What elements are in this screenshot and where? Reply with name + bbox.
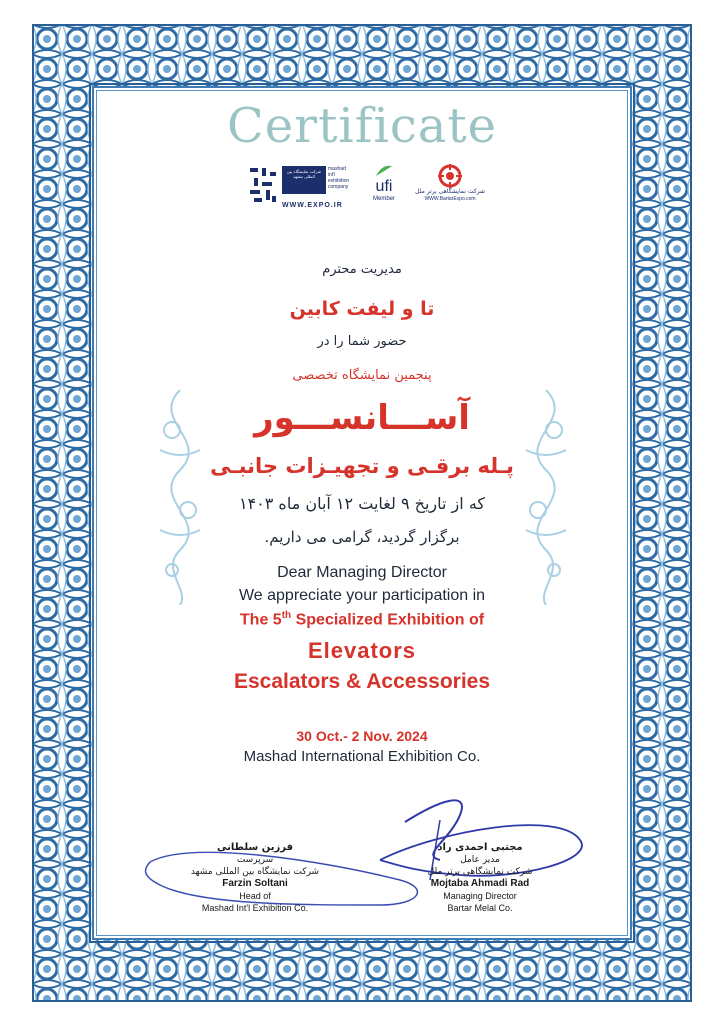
- fa-held-line: برگزار گردید، گرامی می داریم.: [264, 528, 460, 546]
- mashad-logo-text: [328, 166, 349, 190]
- left-sig-en-company: Mashad Int'l Exhibition Co.: [201, 903, 309, 913]
- fa-elevator-title: آســـانســـور: [254, 398, 470, 438]
- en-appreciation: We appreciate your participation in: [238, 587, 486, 604]
- left-sig-fa-name: فرزین سلطانی: [216, 842, 294, 853]
- fa-date-line: که از تاریخ ۹ لغایت ۱۲ آبان ماه ۱۴۰۳: [238, 494, 486, 513]
- logo-row: [0, 162, 724, 222]
- ufi-member: Member: [372, 196, 395, 202]
- right-sig-fa-company: شرکت نمایشگاهی برتر ملل: [427, 867, 533, 877]
- fa-presence-line: حضور شما را در: [317, 334, 407, 349]
- mashad-logo-box: [282, 166, 326, 194]
- right-sig-en-role: Managing Director: [443, 891, 517, 901]
- ufi-logo: [366, 164, 402, 216]
- mashad-exhibition-logo: [248, 162, 358, 214]
- bartar-website: WWW.BartarExpo.com: [424, 196, 476, 202]
- en-exhibition-sup: th: [281, 610, 292, 621]
- en-dates: 30 Oct.- 2 Nov. 2024: [296, 728, 428, 744]
- mashad-logo-line3: exhibition: [328, 178, 350, 184]
- fa-escalator-line: پـله برقـی و تجهیـزات جانبـی: [210, 454, 514, 478]
- mashad-logo-line2: int'l: [328, 172, 336, 178]
- ufi-name: ufi: [375, 178, 393, 195]
- mashad-website: WWW.EXPO.IR: [282, 202, 343, 209]
- bartar-emblem-icon: [435, 164, 465, 188]
- en-escalators-line: Escalators & Accessories: [233, 670, 491, 693]
- en-organizer: Mashad International Exhibition Co.: [243, 748, 481, 765]
- left-sig-fa-company: شرکت نمایشگاه بین المللی مشهد: [190, 867, 320, 877]
- mashad-logo-line4: company: [328, 184, 349, 190]
- bartar-melal-logo: [402, 164, 498, 216]
- right-sig-en-name: Mojtaba Ahmadi Rad: [430, 878, 530, 889]
- left-sig-fa-role: سرپرست: [236, 855, 274, 865]
- bartar-fa-name: شرکت نمایشگاهی برتر ملل: [415, 188, 485, 195]
- right-sig-fa-role: مدیر عامل: [460, 855, 500, 865]
- mashad-logo-fa-name: شرکت نمایشگاه بین المللی مشهد: [286, 169, 322, 179]
- left-sig-en-name: Farzin Soltani: [222, 878, 288, 889]
- right-sig-en-company: Bartar Melal Co.: [447, 903, 513, 913]
- left-sig-en-role: Head of: [239, 891, 271, 901]
- certificate-title: Certificate: [226, 98, 498, 154]
- fa-company-name: تا و لیفت کابین: [289, 298, 435, 320]
- right-signature-block: [410, 842, 550, 914]
- en-exhibition-line: [0, 610, 724, 629]
- en-salutation: Dear Managing Director: [277, 564, 447, 581]
- en-exhibition-suffix: Specialized Exhibition of: [291, 611, 485, 629]
- mashad-logo-line1: mashad: [328, 166, 346, 172]
- fa-salutation: مدیریت محترم: [322, 262, 402, 277]
- en-elevators-title: Elevators: [307, 638, 417, 663]
- mashad-logo-mark-icon: [248, 166, 278, 206]
- fa-exhibition-intro: پنجمین نمایشگاه تخصصی: [292, 368, 432, 383]
- ufi-leaf-icon: [374, 164, 394, 178]
- right-sig-fa-name: مجتبی احمدی راد: [437, 842, 523, 853]
- en-exhibition-prefix: The 5: [239, 611, 282, 629]
- left-signature-block: [180, 842, 330, 914]
